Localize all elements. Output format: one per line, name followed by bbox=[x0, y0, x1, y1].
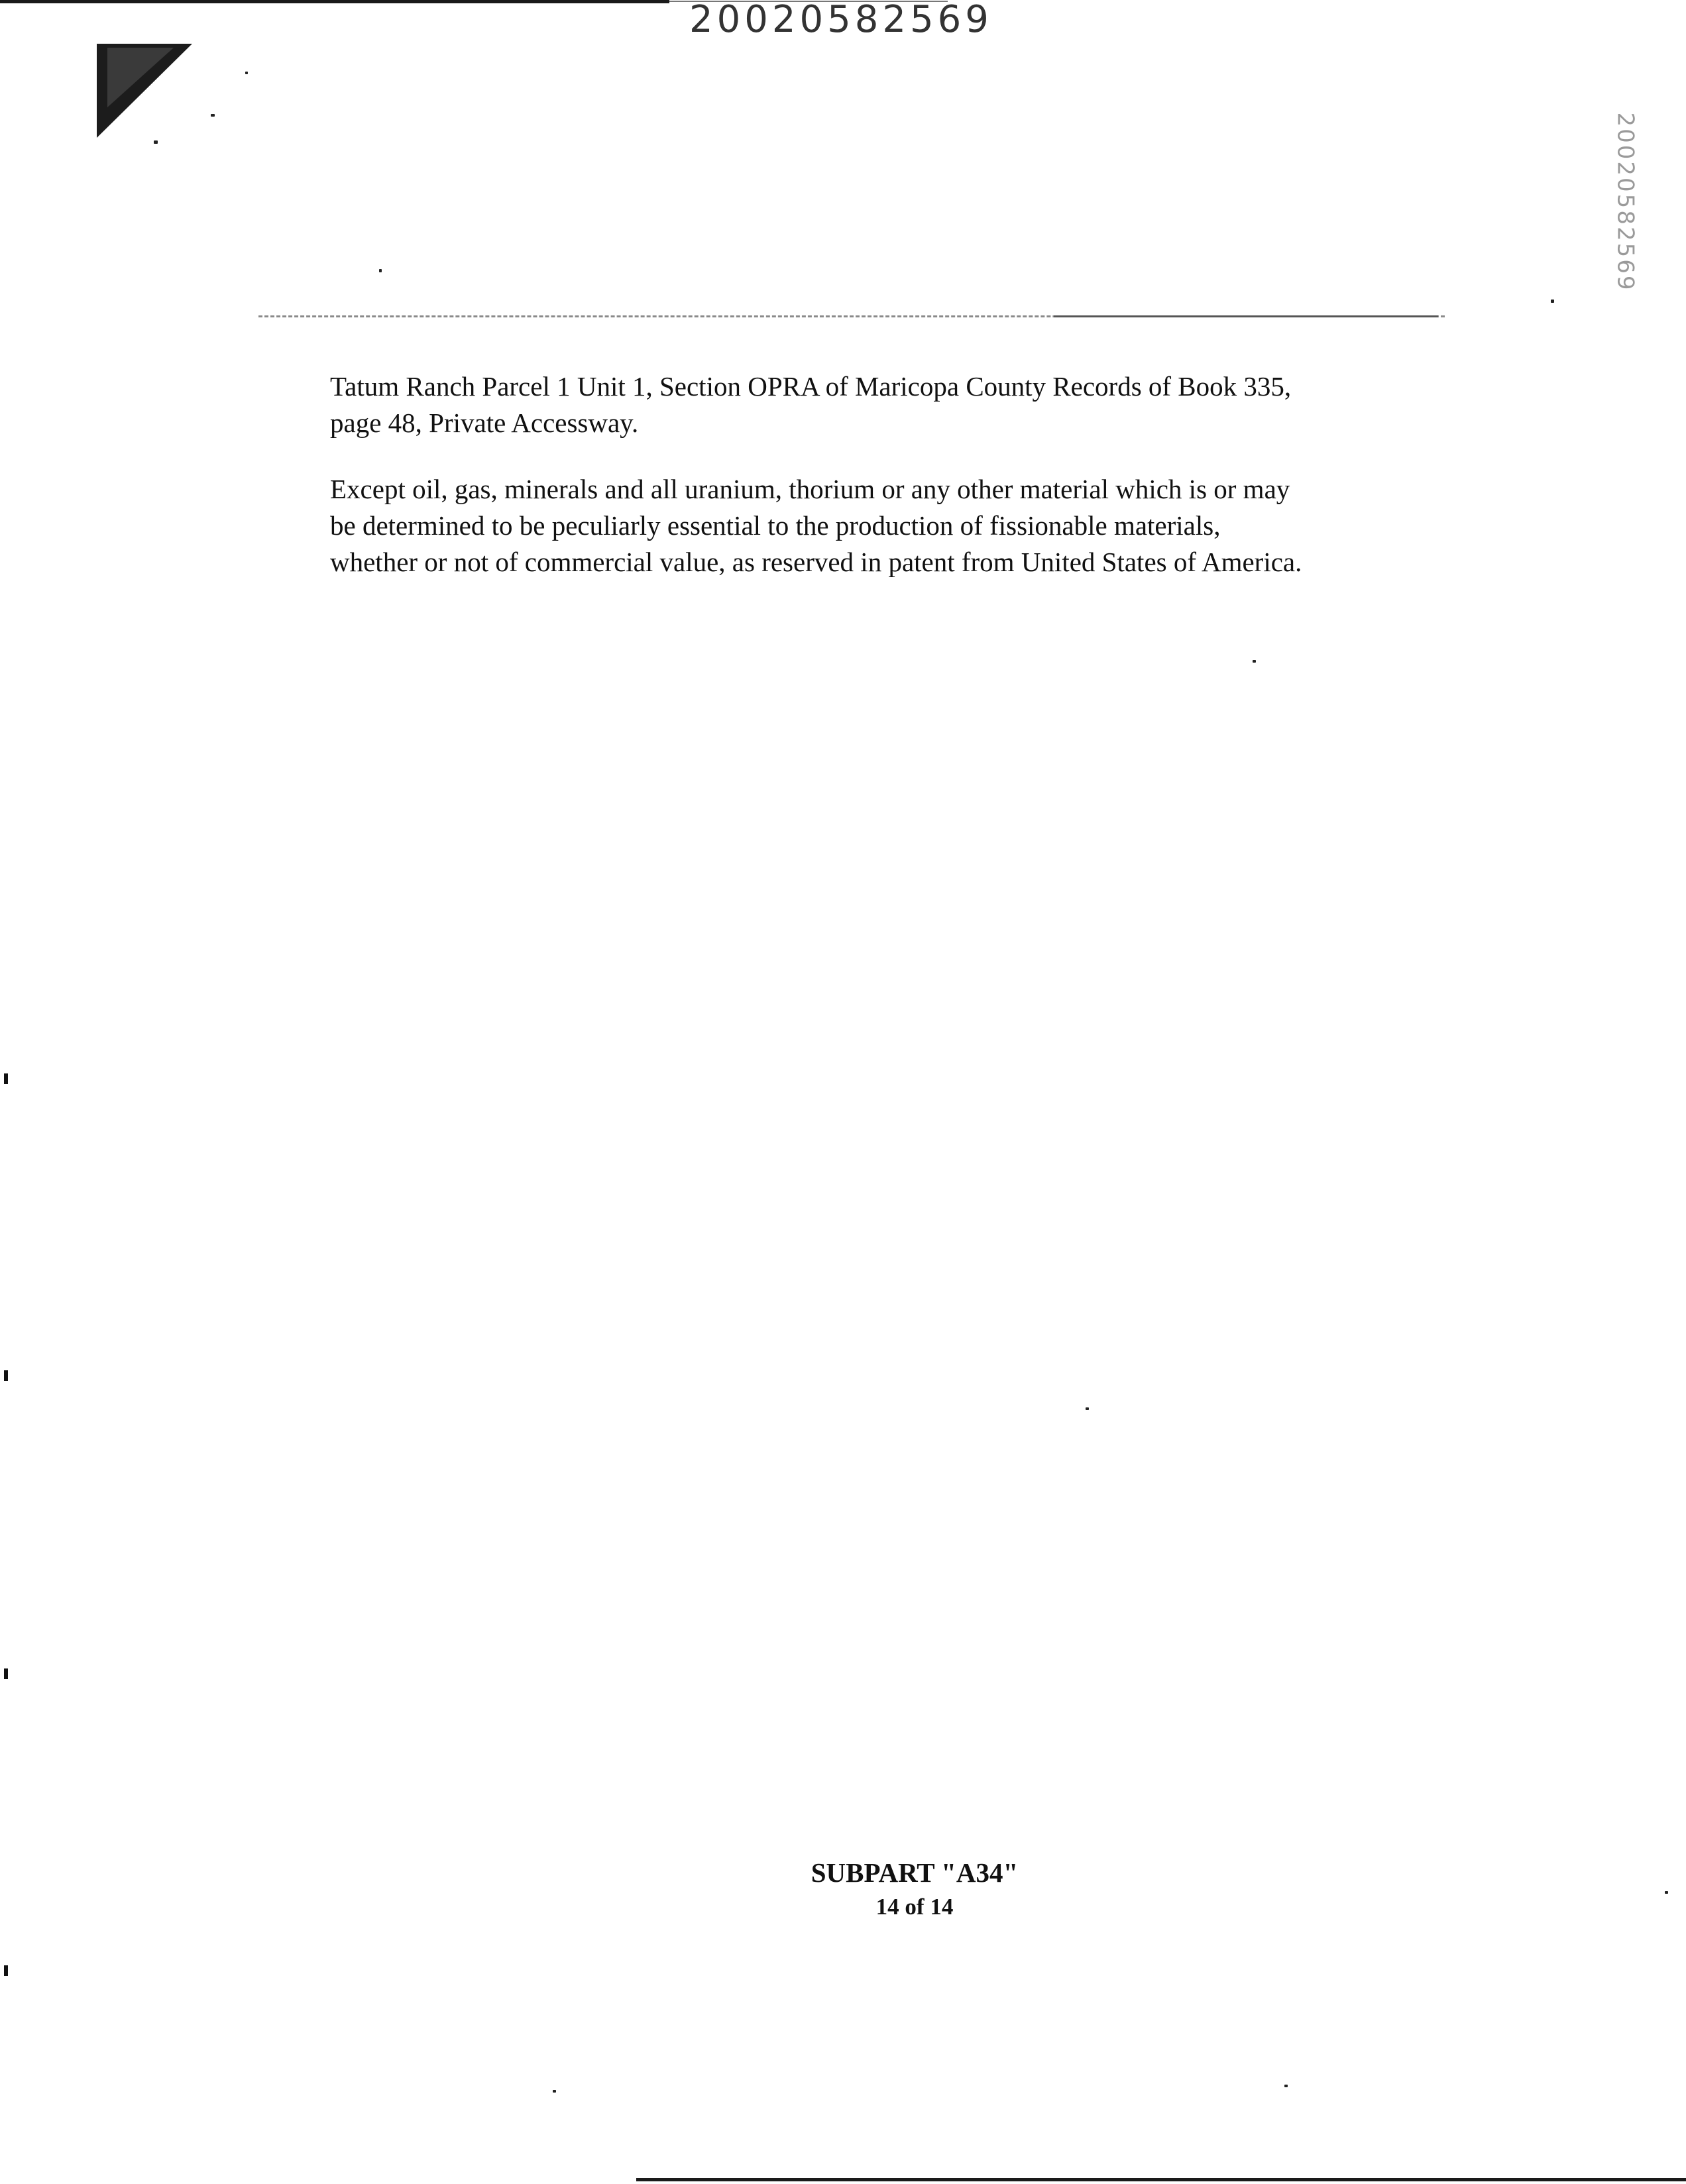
scan-corner-mark bbox=[94, 41, 194, 140]
scan-speck bbox=[245, 72, 248, 74]
bottom-border-rule bbox=[636, 2178, 1686, 2181]
text-line: Except oil, gas, minerals and all uranium, thorium or any other material which is or may bbox=[330, 474, 1290, 504]
scan-speck bbox=[1665, 1891, 1668, 1894]
scan-speck bbox=[1253, 660, 1256, 663]
side-stamp bbox=[1612, 99, 1638, 305]
parcel-description bbox=[330, 368, 1457, 441]
scan-edge-mark bbox=[4, 1965, 8, 1976]
mineral-reservation bbox=[330, 471, 1457, 580]
scan-speck bbox=[1551, 300, 1554, 303]
scan-speck bbox=[1086, 1407, 1089, 1410]
text-line: page 48, Private Accessway. bbox=[330, 408, 639, 438]
scan-edge-mark bbox=[4, 1370, 8, 1381]
side-stamp-number: 20020582569 bbox=[1612, 112, 1639, 292]
scan-speck bbox=[154, 140, 158, 144]
header-divider-solid bbox=[1054, 315, 1438, 317]
scan-edge-mark bbox=[4, 1668, 8, 1679]
scan-speck bbox=[211, 114, 215, 117]
top-border-rule bbox=[0, 0, 669, 3]
legal-description bbox=[330, 368, 1457, 610]
scan-speck bbox=[1284, 2085, 1288, 2087]
scan-edge-mark bbox=[4, 1073, 8, 1084]
text-line: whether or not of commercial value, as reserved in patent from United States of America. bbox=[330, 547, 1302, 577]
scan-speck bbox=[553, 2090, 556, 2093]
subpart-title: SUBPART "A34" bbox=[811, 1857, 1019, 1888]
document-number: 20020582569 bbox=[689, 0, 993, 41]
text-line: Tatum Ranch Parcel 1 Unit 1, Section OPRA of Maricopa County Records of Book 335, bbox=[330, 371, 1292, 402]
page-count: 14 of 14 bbox=[875, 1894, 954, 1920]
scan-speck bbox=[379, 269, 382, 272]
text-line: be determined to be peculiarly essential to the production of fissionable materials, bbox=[330, 510, 1221, 541]
